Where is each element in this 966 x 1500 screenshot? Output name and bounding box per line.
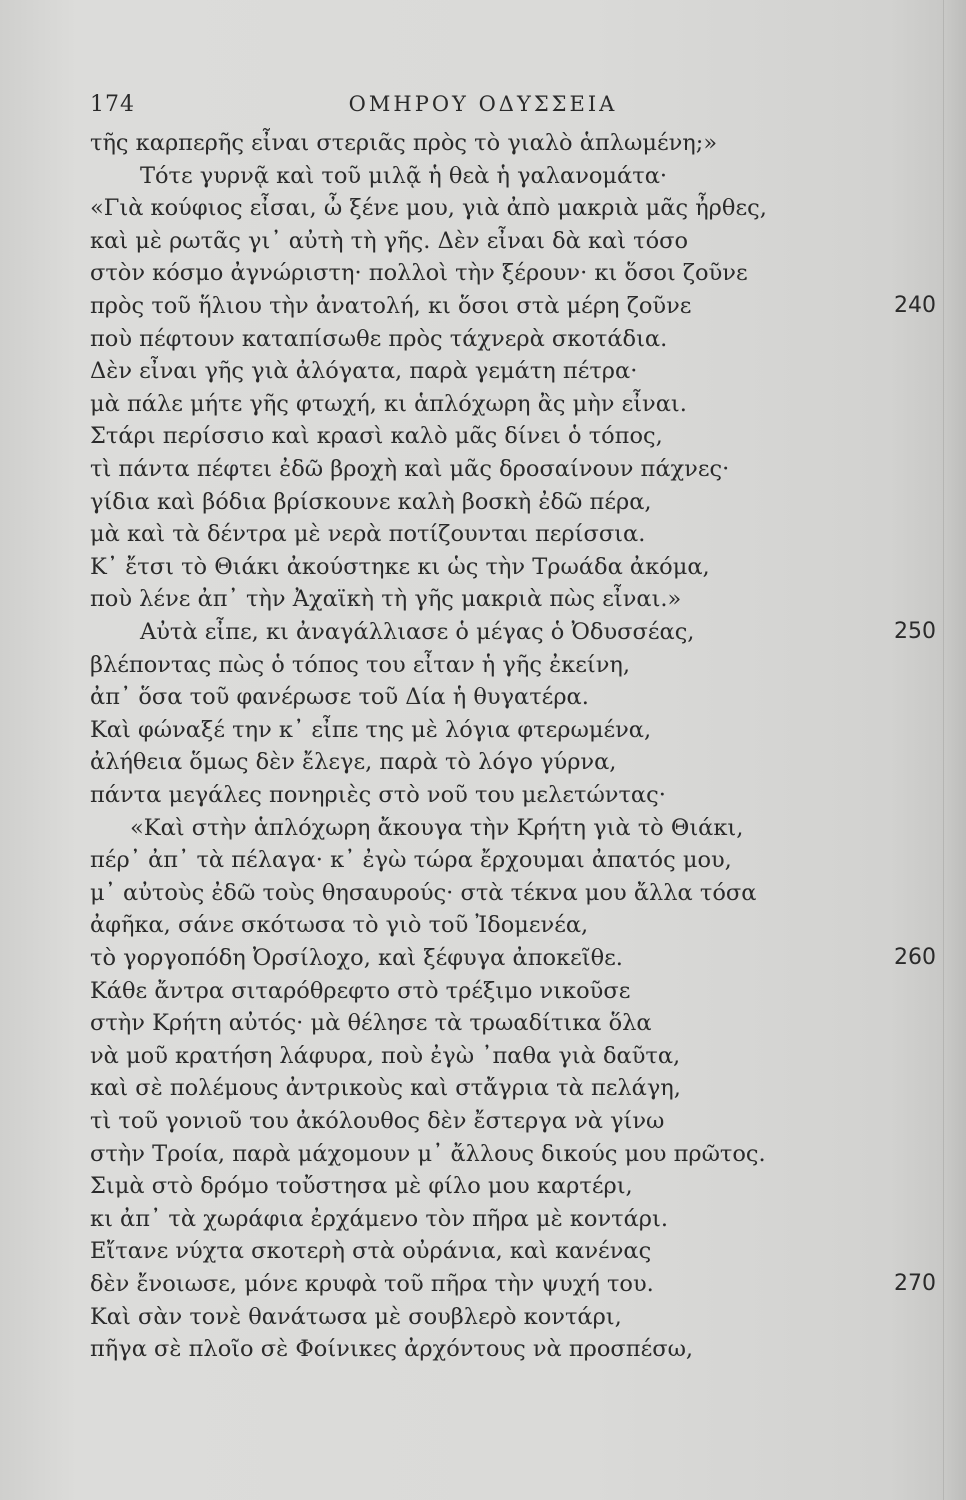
verse-line: μὰ πάλε μήτε γῆς φτωχή, κι ἁπλόχωρη ἂς μὴν εἶναι. <box>90 390 687 417</box>
verse-line: μὰ καὶ τὰ δέντρα μὲ νερὰ ποτίζουνται περίσσια. <box>90 521 646 548</box>
verse-line: βλέποντας πὼς ὁ τόπος του εἶταν ἡ γῆς ἐκείνη, <box>90 651 631 678</box>
verse-line: ἀπ᾿ ὅσα τοῦ φανέρωσε τοῦ Δία ἡ θυγατέρα. <box>90 684 589 711</box>
verse-line: τὶ τοῦ γονιοῦ του ἀκόλουθος δὲν ἔστεργα νὰ γίνω <box>90 1108 665 1134</box>
verse-line: τὶ πάντα πέφτει ἐδῶ βροχὴ καὶ μᾶς δροσαίνουν πάχνες· <box>90 456 730 482</box>
verse-line: πάντα μεγάλες πονηριὲς στὸ νοῦ του μελετώντας· <box>90 782 666 808</box>
verse-line: πρὸς τοῦ ἥλιου τὴν ἀνατολή, κι ὅσοι στὰ μέρη ζοῦνε <box>90 293 692 319</box>
verse-line: Δὲν εἶναι γῆς γιὰ ἀλόγατα, παρὰ γεμάτη πέτρα· <box>90 358 638 385</box>
verse-line: καὶ σὲ πολέμους ἀντρικοὺς καὶ στἄγρια τὰ πελάγη, <box>90 1075 681 1102</box>
next-page-edge <box>943 0 966 1500</box>
verse-line: Στάρι περίσσιο καὶ κρασὶ καλὸ μᾶς δίνει ὁ τόπος, <box>90 423 663 450</box>
verse-line: ἀφῆκα, σάνε σκότωσα τὸ γιὸ τοῦ Ἰδομενέα, <box>90 912 589 939</box>
verse-line: Τότε γυρνᾷ καὶ τοῦ μιλᾷ ἡ θεὰ ἡ γαλανομάτα· <box>140 162 668 189</box>
verse-line: ποὺ λένε ἀπ᾿ τὴν Ἀχαϊκὴ τὴ γῆς μακριὰ πὼς εἶναι.» <box>90 586 682 613</box>
verse-line: δὲν ἔνοιωσε, μόνε κρυφὰ τοῦ πῆρα τὴν ψυχή του. <box>90 1271 654 1297</box>
line-number: 270 <box>894 1271 936 1296</box>
line-number: 240 <box>894 293 936 318</box>
verse-line: «Γιὰ κούφιος εἶσαι, ὦ ξένε μου, γιὰ ἀπὸ μακριὰ μᾶς ἦρθες, <box>90 195 767 222</box>
verse-line: «Καὶ στὴν ἁπλόχωρη ἄκουγα τὴν Κρήτη γιὰ τὸ Θιάκι, <box>130 814 744 841</box>
verse-line: καὶ μὲ ρωτᾶς γι᾿ αὐτὴ τὴ γῆς. Δὲν εἶναι δὰ καὶ τόσο <box>90 227 689 254</box>
verse-line: τὸ γοργοπόδη Ὀρσίλοχο, καὶ ξέφυγα ἀποκεῖθε. <box>90 945 623 971</box>
verse-line: στὴν Κρήτη αὐτός· μὰ θέλησε τὰ τρωαδίτικα ὅλα <box>90 1010 652 1037</box>
verse-line: μ᾿ αὐτοὺς ἐδῶ τοὺς θησαυρούς· στὰ τέκνα μου ἄλλα τόσα <box>90 879 757 906</box>
running-head: ΟΜΗΡΟΥ ΟΔΥΣΣΕΙΑ <box>348 92 618 116</box>
page-number: 174 <box>90 92 135 117</box>
verse-line: στὸν κόσμο ἀγνώριστη· πολλοὶ τὴν ξέρουν· κι ὅσοι ζοῦνε <box>90 260 748 287</box>
verse-line: νὰ μοῦ κρατήση λάφυρα, ποὺ ἐγὼ ᾿παθα γιὰ δαῦτα, <box>90 1042 681 1069</box>
verse-line: γίδια καὶ βόδια βρίσκουνε καλὴ βοσκὴ ἐδῶ πέρα, <box>90 488 652 515</box>
verse-line: κι ἀπ᾿ τὰ χωράφια ἐρχάμενο τὸν πῆρα μὲ κοντάρι. <box>90 1205 668 1232</box>
verse-line: ποὺ πέφτουν καταπίσωθε πρὸς τάχνερὰ σκοτάδια. <box>90 325 668 352</box>
verse-line: Κάθε ἄντρα σιταρόθρεφτο στὸ τρέξιμο νικοῦσε <box>90 977 631 1004</box>
verse-line: τῆς καρπερῆς εἶναι στεριᾶς πρὸς τὸ γιαλὸ ἁπλωμένη;» <box>90 130 718 156</box>
verse-line: ἀλήθεια ὅμως δὲν ἔλεγε, παρὰ τὸ λόγο γύρνα, <box>90 749 617 776</box>
verse-line: στὴν Τροία, παρὰ μάχομουν μ᾿ ἄλλους δικούς μου πρῶτος. <box>90 1140 766 1167</box>
verse-line: Κ᾿ ἔτσι τὸ Θιάκι ἀκούστηκε κι ὡς τὴν Τρωάδα ἀκόμα, <box>90 553 710 580</box>
verse-line: Εἴτανε νύχτα σκοτερὴ στὰ οὐράνια, καὶ κανένας <box>90 1238 652 1265</box>
line-number: 260 <box>894 945 936 970</box>
verse-line: Καὶ σὰν τονὲ θανάτωσα μὲ σουβλερὸ κοντάρι, <box>90 1303 622 1330</box>
verse-line: Καὶ φώναξέ την κ᾿ εἶπε της μὲ λόγια φτερωμένα, <box>90 716 652 743</box>
verse-line: Σιμὰ στὸ δρόμο τοὔστησα μὲ φίλο μου καρτέρι, <box>90 1173 633 1200</box>
verse-line: Αὐτὰ εἶπε, κι ἀναγάλλιασε ὁ μέγας ὁ Ὀδυσσέας, <box>140 619 695 645</box>
verse-line: πέρ᾿ ἀπ᾿ τὰ πέλαγα· κ᾿ ἐγὼ τώρα ἔρχουμαι ἀπατός μου, <box>90 847 732 874</box>
line-number: 250 <box>894 619 936 644</box>
verse-line: πῆγα σὲ πλοῖο σὲ Φοίνικες ἀρχόντους νὰ προσπέσω, <box>90 1336 694 1363</box>
